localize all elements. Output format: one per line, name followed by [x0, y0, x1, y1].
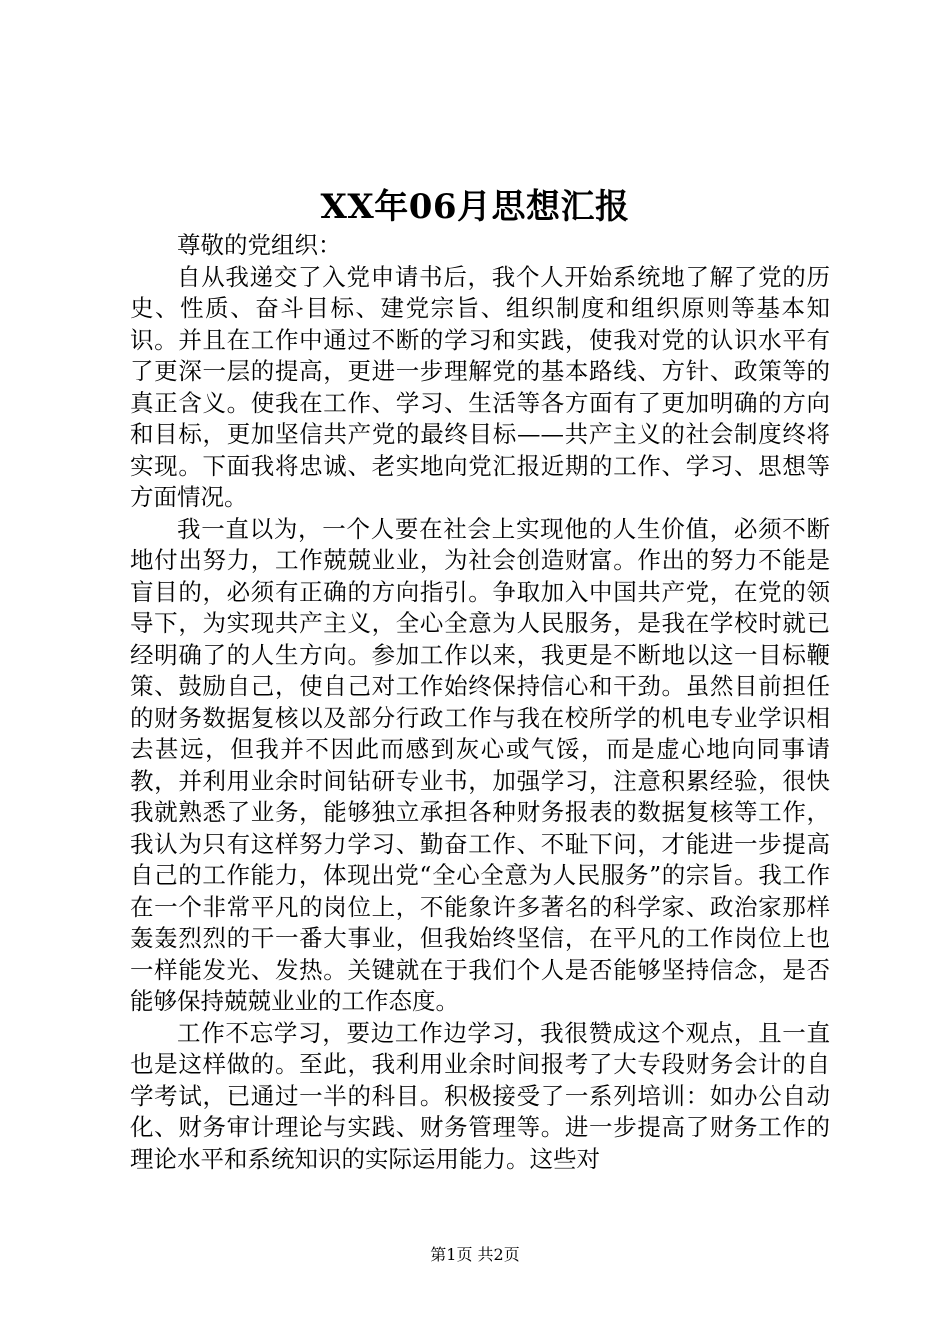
salutation: 尊敬的党组织：: [177, 231, 342, 259]
page-footer: 第1页 共2页: [430, 1245, 520, 1264]
paragraph-1: 自从我递交了入党申请书后，我个人开始系统地了解了党的历史、性质、奋斗目标、建党宗旨、组织制度和组织原则等基本知识。并且在工作中通过不断的学习和实践，使我对党的认识水平有了更深一层的提高，更进一步理解党的基本路线、方针、政策等的真正含义。使我在工作、学习、生活等各方面有了更加明确的方向和目标，更加坚信共产党的最终目标——共产主义的社会制度终将实现。下面我将忠诚、老实地向党汇报近期的工作、学习、思想等方面情况。: [130, 262, 830, 511]
paragraph-2: 我一直以为，一个人要在社会上实现他的人生价值，必须不断地付出努力，工作兢兢业业，为社会创造财富。作出的努力不能是盲目的，必须有正确的方向指引。争取加入中国共产党，在党的领导下，为实现共产主义，全心全意为人民服务，是我在学校时就已经明确了的人生方向。参加工作以来，我更是不断地以这一目标鞭策、鼓励自己，使自己对工作始终保持信心和干劲。虽然目前担任的财务数据复核以及部分行政工作与我在校所学的机电专业学识相去甚远，但我并不因此而感到灰心或气馁，而是虚心地向同事请教，并利用业余时间钻研专业书，加强学习，注意积累经验，很快我就熟悉了业务，能够独立承担各种财务报表的数据复核等工作，我认为只有这样努力学习、勤奋工作、不耻下问，才能进一步提高自己的工作能力，体现出党“全心全意为人民服务”的宗旨。我工作在一个非常平凡的岗位上，不能象许多著名的科学家、政治家那样轰轰烈烈的干一番大事业，但我始终坚信，在平凡的工作岗位上也一样能发光、发热。关键就在于我们个人是否能够坚持信念，是否能够保持兢兢业业的工作态度。: [130, 514, 830, 1015]
document-body: [130, 230, 830, 1175]
paragraph-3: 工作不忘学习，要边工作边学习，我很赞成这个观点，且一直也是这样做的。至此，我利用业余时间报考了大专段财务会计的自学考试，已通过一半的科目。积极接受了一系列培训：如办公自动化、财务审计理论与实践、财务管理等。进一步提高了财务工作的理论水平和系统知识的实际运用能力。这些对: [130, 1018, 830, 1173]
document-title: XX年06月思想汇报: [320, 187, 630, 227]
